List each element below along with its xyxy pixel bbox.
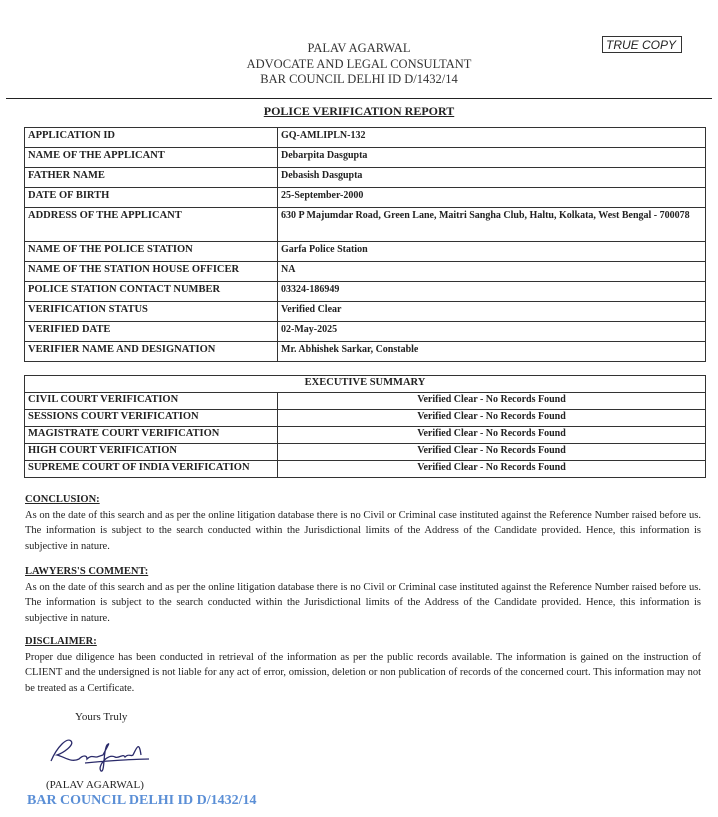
info-label: APPLICATION ID bbox=[25, 128, 278, 148]
signatory-bar-id: BAR COUNCIL DELHI ID D/1432/14 bbox=[27, 793, 257, 808]
info-value: GQ-AMLIPLN-132 bbox=[278, 128, 706, 148]
conclusion-section bbox=[25, 492, 701, 554]
info-row bbox=[25, 342, 706, 362]
info-row bbox=[25, 282, 706, 302]
info-row bbox=[25, 168, 706, 188]
summary-label: SUPREME COURT OF INDIA VERIFICATION bbox=[25, 461, 278, 478]
summary-label: HIGH COURT VERIFICATION bbox=[25, 444, 278, 461]
report-title: POLICE VERIFICATION REPORT bbox=[263, 104, 455, 118]
executive-summary-table bbox=[24, 375, 706, 478]
summary-value: Verified Clear - No Records Found bbox=[278, 393, 706, 410]
disclaimer-section bbox=[25, 634, 701, 696]
signature-image bbox=[45, 733, 155, 775]
info-label: VERIFIER NAME AND DESIGNATION bbox=[25, 342, 278, 362]
info-label: VERIFIED DATE bbox=[25, 322, 278, 342]
info-value: 25-September-2000 bbox=[278, 188, 706, 208]
disclaimer-text: Proper due diligence has been conducted in retrieval of the information as per the public records available. The information is gained on the instruction of CLIENT and the undersigned is not liable for any act of error, omission, deletion or non publication of records of the concerned court. This information may not be treated as a Certificate. bbox=[25, 651, 701, 694]
lawyers-comment-heading: LAWYERS'S COMMENT: bbox=[25, 566, 149, 577]
disclaimer-heading: DISCLAIMER: bbox=[25, 636, 97, 647]
summary-row bbox=[25, 444, 706, 461]
info-row bbox=[25, 188, 706, 208]
info-label: NAME OF THE APPLICANT bbox=[25, 148, 278, 168]
summary-value: Verified Clear - No Records Found bbox=[278, 410, 706, 427]
info-row bbox=[25, 302, 706, 322]
header-divider bbox=[6, 98, 712, 99]
conclusion-text: As on the date of this search and as per the online litigation database there is no Civil or Criminal case instituted against the Reference Number raised before us. The information is subject to the search conducted within the Jurisdictional limits of the Address of the Candidate provided. Hence, this information is subjective in nature. bbox=[25, 509, 701, 552]
info-value: NA bbox=[278, 262, 706, 282]
executive-summary-heading-row bbox=[25, 376, 706, 393]
summary-row bbox=[25, 461, 706, 478]
advocate-role: ADVOCATE AND LEGAL CONSULTANT bbox=[246, 56, 472, 71]
summary-value: Verified Clear - No Records Found bbox=[278, 461, 706, 478]
summary-label: MAGISTRATE COURT VERIFICATION bbox=[25, 427, 278, 444]
summary-row bbox=[25, 410, 706, 427]
info-label: NAME OF THE POLICE STATION bbox=[25, 242, 278, 262]
info-value: Debarpita Dasgupta bbox=[278, 148, 706, 168]
lawyers-comment-text: As on the date of this search and as per the online litigation database there is no Civil or Criminal case instituted against the Reference Number raised before us. The information is subject to the search conducted within the Jurisdictional limits of the Address of the Candidate provided. Hence, this information is subjective in nature. bbox=[25, 581, 701, 624]
true-copy-stamp: TRUE COPY bbox=[602, 36, 682, 53]
summary-value: Verified Clear - No Records Found bbox=[278, 427, 706, 444]
yours-truly: Yours Truly bbox=[75, 711, 128, 723]
info-label: POLICE STATION CONTACT NUMBER bbox=[25, 282, 278, 302]
info-row bbox=[25, 242, 706, 262]
info-row bbox=[25, 148, 706, 168]
summary-row bbox=[25, 393, 706, 410]
info-label: DATE OF BIRTH bbox=[25, 188, 278, 208]
lawyers-comment-section bbox=[25, 564, 701, 626]
summary-value: Verified Clear - No Records Found bbox=[278, 444, 706, 461]
info-label: NAME OF THE STATION HOUSE OFFICER bbox=[25, 262, 278, 282]
info-value: Debasish Dasgupta bbox=[278, 168, 706, 188]
info-value: 02-May-2025 bbox=[278, 322, 706, 342]
info-value: Mr. Abhishek Sarkar, Constable bbox=[278, 342, 706, 362]
bar-council-id: BAR COUNCIL DELHI ID D/1432/14 bbox=[260, 72, 458, 86]
info-value: Garfa Police Station bbox=[278, 242, 706, 262]
info-value: 630 P Majumdar Road, Green Lane, Maitri Sangha Club, Haltu, Kolkata, West Bengal - 700078 bbox=[278, 208, 706, 242]
advocate-name: PALAV AGARWAL bbox=[307, 41, 411, 55]
info-row bbox=[25, 322, 706, 342]
info-row bbox=[25, 208, 706, 242]
info-label: VERIFICATION STATUS bbox=[25, 302, 278, 322]
applicant-info-table bbox=[24, 127, 706, 362]
info-value: 03324-186949 bbox=[278, 282, 706, 302]
info-label: FATHER NAME bbox=[25, 168, 278, 188]
executive-summary-heading: EXECUTIVE SUMMARY bbox=[25, 376, 706, 393]
conclusion-heading: CONCLUSION: bbox=[25, 494, 100, 505]
signatory-name: (PALAV AGARWAL) bbox=[46, 779, 144, 791]
summary-row bbox=[25, 427, 706, 444]
info-label: ADDRESS OF THE APPLICANT bbox=[25, 208, 278, 242]
summary-label: CIVIL COURT VERIFICATION bbox=[25, 393, 278, 410]
summary-label: SESSIONS COURT VERIFICATION bbox=[25, 410, 278, 427]
info-row bbox=[25, 128, 706, 148]
info-value: Verified Clear bbox=[278, 302, 706, 322]
info-row bbox=[25, 262, 706, 282]
